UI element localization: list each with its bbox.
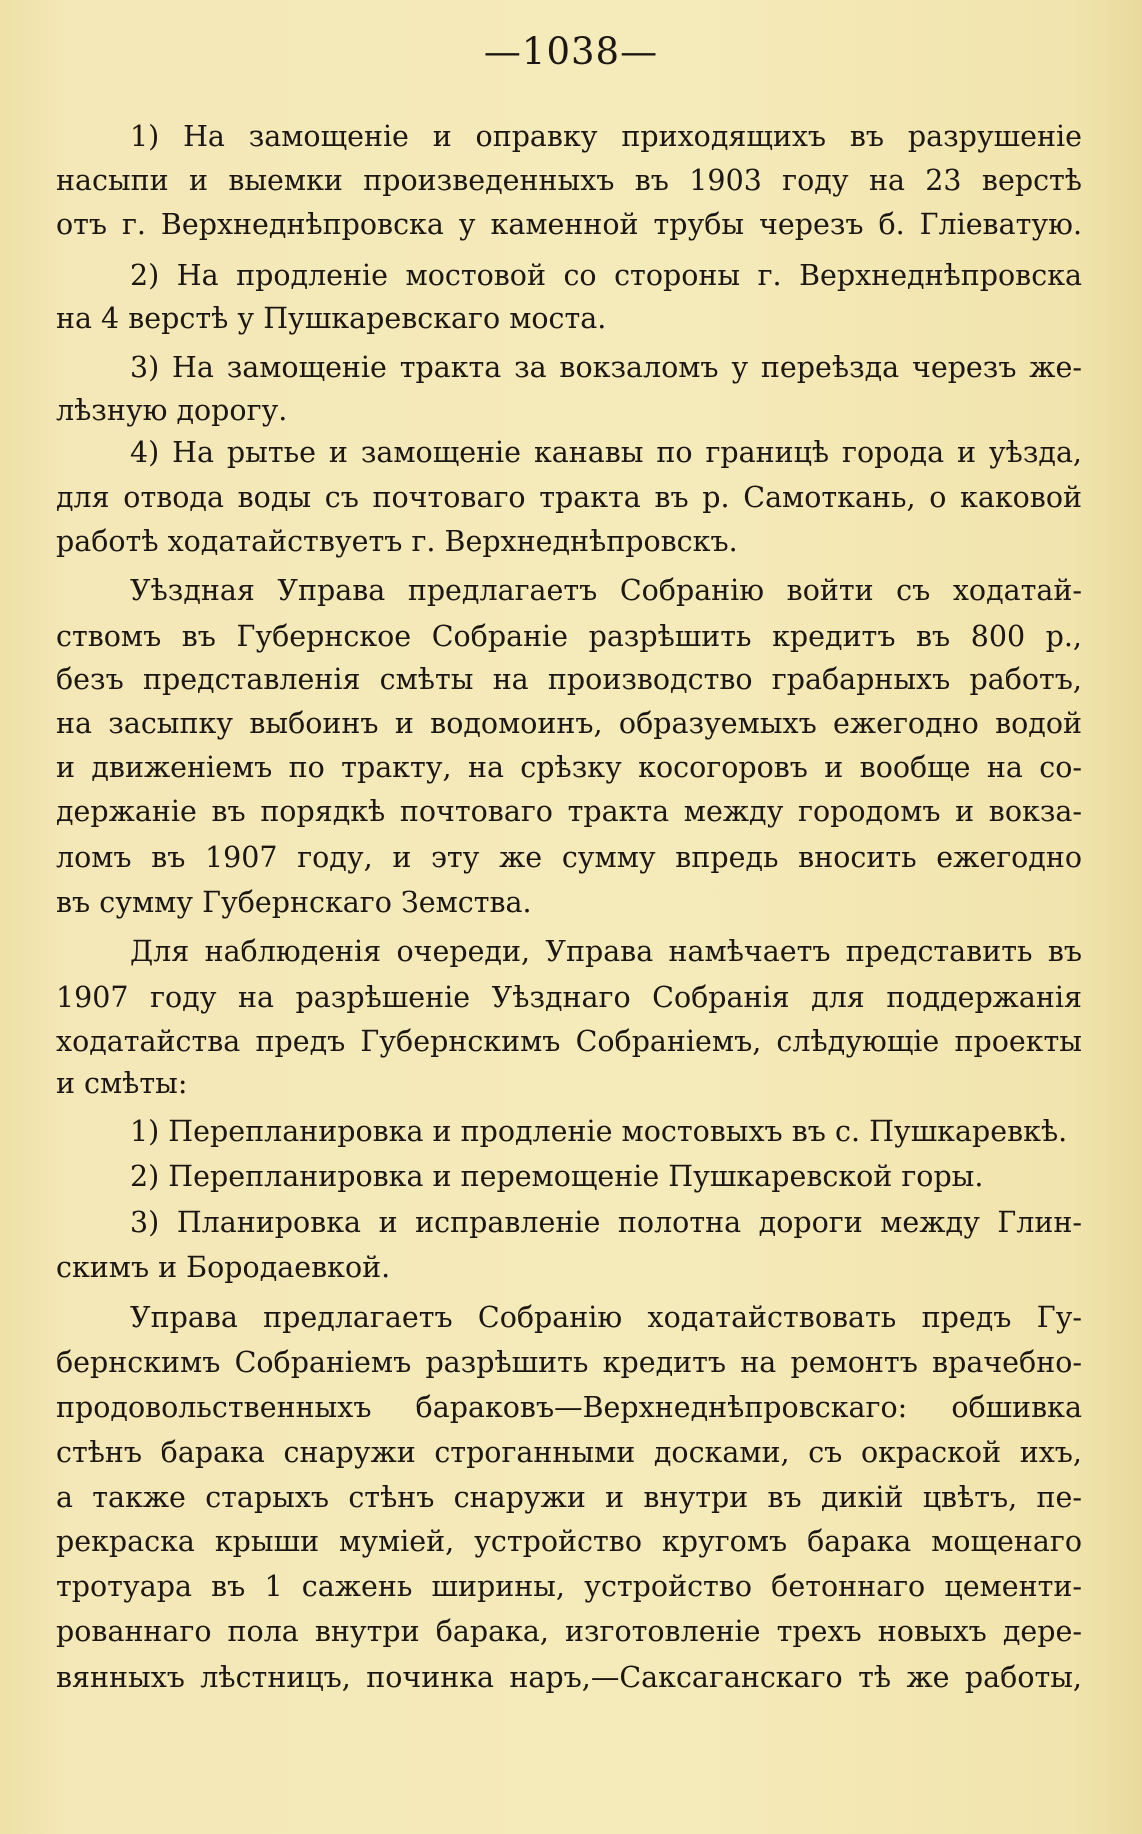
text-line: 2) На продленіе мостовой со стороны г. Верхнеднѣпровска bbox=[130, 259, 1082, 292]
text-line: на засыпку выбоинъ и водомоинъ, образуемыхъ ежегодно водой bbox=[56, 707, 1082, 740]
text-line: рованнаго пола внутри барака, изготовленіе трехъ новыхъ дере- bbox=[56, 1615, 1082, 1648]
text-line: работѣ ходатайствуетъ г. Верхнеднѣпровскъ. bbox=[56, 525, 738, 558]
text-line: Управа предлагаетъ Собранію ходатайствовать предъ Гу- bbox=[130, 1301, 1082, 1334]
text-line: ходатайства предъ Губернскимъ Собраніемъ, слѣдующіе проекты bbox=[56, 1025, 1082, 1058]
text-line: 2) Перепланировка и перемощеніе Пушкаревской горы. bbox=[130, 1160, 984, 1193]
text-line: а также старыхъ стѣнъ снаружи и внутри въ дикій цвѣтъ, пе- bbox=[56, 1481, 1082, 1514]
page-number: —1038— bbox=[483, 30, 659, 73]
text-line: Уѣздная Управа предлагаетъ Собранію войти съ ходатай- bbox=[130, 574, 1082, 607]
text-line: 1) На замощеніе и оправку приходящихъ въ разрушеніе bbox=[130, 120, 1082, 153]
text-line: и движеніемъ по тракту, на срѣзку косогоровъ и вообще на со- bbox=[56, 751, 1082, 784]
text-line: тротуара въ 1 сажень ширины, устройство бетоннаго цементи- bbox=[56, 1570, 1082, 1603]
text-line: скимъ и Бородаевкой. bbox=[56, 1251, 391, 1284]
text-line: Для наблюденія очереди, Управа намѣчаетъ представить въ bbox=[130, 935, 1082, 968]
text-line: и смѣты: bbox=[56, 1067, 188, 1100]
text-line: 3) Планировка и исправленіе полотна дороги между Глин- bbox=[130, 1206, 1082, 1239]
text-line: ломъ въ 1907 году, и эту же сумму впредь вносить ежегодно bbox=[56, 841, 1082, 874]
text-line: 1) Перепланировка и продленіе мостовыхъ въ с. Пушкаревкѣ. bbox=[130, 1115, 1068, 1148]
text-line: въ сумму Губернскаго Земства. bbox=[56, 886, 532, 919]
text-line: для отвода воды съ почтоваго тракта въ р. Самоткань, о каковой bbox=[56, 481, 1082, 514]
text-line: продовольственныхъ бараковъ—Верхнеднѣпровскаго: обшивка bbox=[56, 1391, 1082, 1424]
text-line: безъ представленія смѣты на производство грабарныхъ работъ, bbox=[56, 663, 1082, 696]
text-line: вянныхъ лѣстницъ, починка наръ,—Саксаганскаго тѣ же работы, bbox=[56, 1661, 1082, 1694]
text-line: 4) На рытье и замощеніе канавы по границѣ города и уѣзда, bbox=[130, 436, 1082, 469]
text-line: рекраска крыши муміей, устройство кругомъ барака мощенаго bbox=[56, 1525, 1082, 1558]
text-line: 1907 году на разрѣшеніе Уѣзднаго Собранія для поддержанія bbox=[56, 981, 1082, 1014]
text-line: держаніе въ порядкѣ почтоваго тракта между городомъ и вокза- bbox=[56, 795, 1082, 828]
text-line: лѣзную дорогу. bbox=[56, 394, 288, 427]
text-line: насыпи и выемки произведенныхъ въ 1903 году на 23 верстѣ bbox=[56, 164, 1082, 197]
text-line: 3) На замощеніе тракта за вокзаломъ у переѣзда черезъ же- bbox=[130, 351, 1082, 384]
text-line: отъ г. Верхнеднѣпровска у каменной трубы черезъ б. Гліеватую. bbox=[56, 208, 1082, 241]
text-line: на 4 верстѣ у Пушкаревскаго моста. bbox=[56, 302, 607, 335]
text-line: стѣнъ барака снаружи строганными досками, съ окраской ихъ, bbox=[56, 1436, 1082, 1469]
text-line: бернскимъ Собраніемъ разрѣшить кредитъ на ремонтъ врачебно- bbox=[56, 1346, 1082, 1379]
text-line: ствомъ въ Губернское Собраніе разрѣшить кредитъ въ 800 р., bbox=[56, 620, 1082, 653]
